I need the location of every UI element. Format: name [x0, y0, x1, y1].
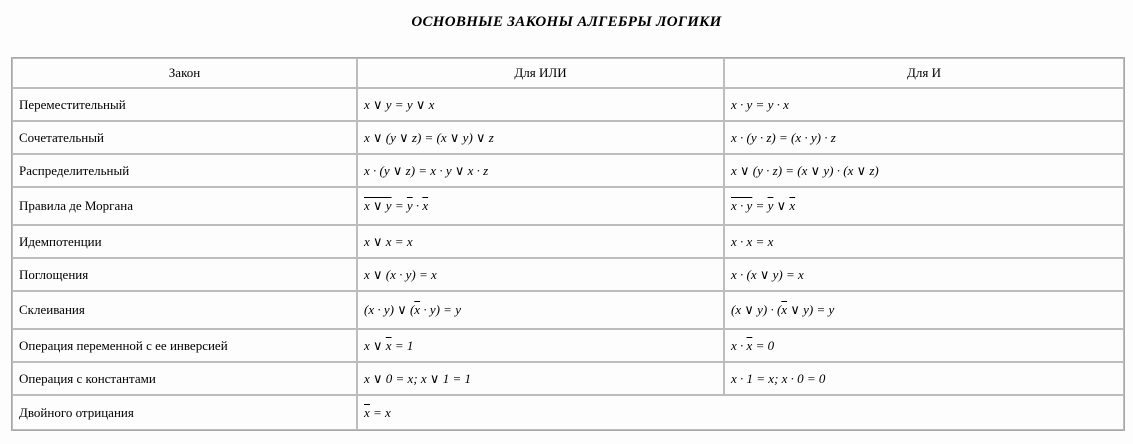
- formula-part: ∨: [773, 198, 790, 213]
- formula-and: x · (x ∨ y) = x: [724, 258, 1124, 291]
- table-row: [12, 225, 1124, 258]
- formula-and: x · (y · z) = (x · y) · z: [724, 121, 1124, 154]
- formula-or: x ∨ 0 = x; x ∨ 1 = 1: [357, 362, 724, 395]
- formula-and: [724, 291, 1124, 329]
- table-row: [12, 258, 1124, 291]
- law-name: Идемпотенции: [12, 225, 357, 258]
- table-row: [12, 154, 1124, 187]
- formula-or: x ∨ (y ∨ z) = (x ∨ y) ∨ z: [357, 121, 724, 154]
- formula-or: [357, 187, 724, 225]
- law-name: Правила де Моргана: [12, 187, 357, 225]
- law-name: Операция с константами: [12, 362, 357, 395]
- formula-and: [724, 187, 1124, 225]
- formula-and: x · 1 = x; x · 0 = 0: [724, 362, 1124, 395]
- law-name: Сочетательный: [12, 121, 357, 154]
- header-and: Для И: [724, 58, 1124, 88]
- formula-part: $\overline{x}$: [414, 302, 421, 317]
- formula-part: = 1: [391, 337, 414, 353]
- formula-part: $\overline{x}$: [422, 198, 429, 213]
- formula-or: x ∨ (x · y) = x: [357, 258, 724, 291]
- table-row: [12, 121, 1124, 154]
- formula-part: ∨ y) = y: [787, 302, 835, 317]
- table-row: [12, 187, 1124, 225]
- formula-part: $\overline{x}$: [789, 198, 796, 213]
- header-law: Закон: [12, 58, 357, 88]
- formula-double-negation: [357, 395, 1124, 430]
- formula-part: x · y: [731, 198, 753, 213]
- formula-and: x · x = x: [724, 225, 1124, 258]
- law-name: Распределительный: [12, 154, 357, 187]
- formula-part: x ·: [731, 337, 747, 353]
- formula-part: $\overline{y}$: [767, 198, 774, 213]
- formula-part: = 0: [752, 337, 775, 353]
- formula-and: x · y = y · x: [724, 88, 1124, 121]
- header-or: Для ИЛИ: [357, 58, 724, 88]
- table-row: [12, 88, 1124, 121]
- page-title: ОСНОВНЫЕ ЗАКОНЫ АЛГЕБРЫ ЛОГИКИ: [411, 14, 722, 30]
- formula-and: x ∨ (y · z) = (x ∨ y) · (x ∨ z): [724, 154, 1124, 187]
- formula-part: ·: [412, 198, 423, 213]
- formula-part: =: [391, 198, 407, 213]
- law-name: Операция переменной с ее инверсией: [12, 329, 357, 362]
- formula-or: [357, 291, 724, 329]
- table-row: [12, 329, 1124, 362]
- formula-part: x ∨: [364, 337, 386, 353]
- table-header-row: [12, 58, 1124, 88]
- formula-or: x ∨ y = y ∨ x: [357, 88, 724, 121]
- formula-part: $\overline{x}$: [385, 337, 392, 353]
- formula-or: x ∨ x = x: [357, 225, 724, 258]
- formula-part: (x ∨ y) · (: [731, 302, 782, 317]
- formula-part: · y) = y: [420, 302, 461, 317]
- table-row: [12, 291, 1124, 329]
- law-name: Поглощения: [12, 258, 357, 291]
- formula-part: $\overline{x}$: [364, 405, 370, 420]
- formula-part: $\overline{y}$: [406, 198, 413, 213]
- law-name: Переместительный: [12, 88, 357, 121]
- formula-part: (x · y) ∨ (: [364, 302, 415, 317]
- formula-part: $\overline{x}$: [746, 337, 753, 353]
- formula-part: = x: [369, 405, 391, 420]
- law-name: Склеивания: [12, 291, 357, 329]
- law-name: Двойного отрицания: [12, 395, 357, 430]
- formula-part: x ∨ y: [364, 198, 392, 213]
- formula-part: =: [752, 198, 768, 213]
- table-row: [12, 395, 1124, 430]
- formula-and: [724, 329, 1124, 362]
- table-row: [12, 362, 1124, 395]
- formula-or: [357, 329, 724, 362]
- formula-part: $\overline{x}$: [781, 302, 788, 317]
- laws-table: [11, 57, 1125, 431]
- formula-or: x · (y ∨ z) = x · y ∨ x · z: [357, 154, 724, 187]
